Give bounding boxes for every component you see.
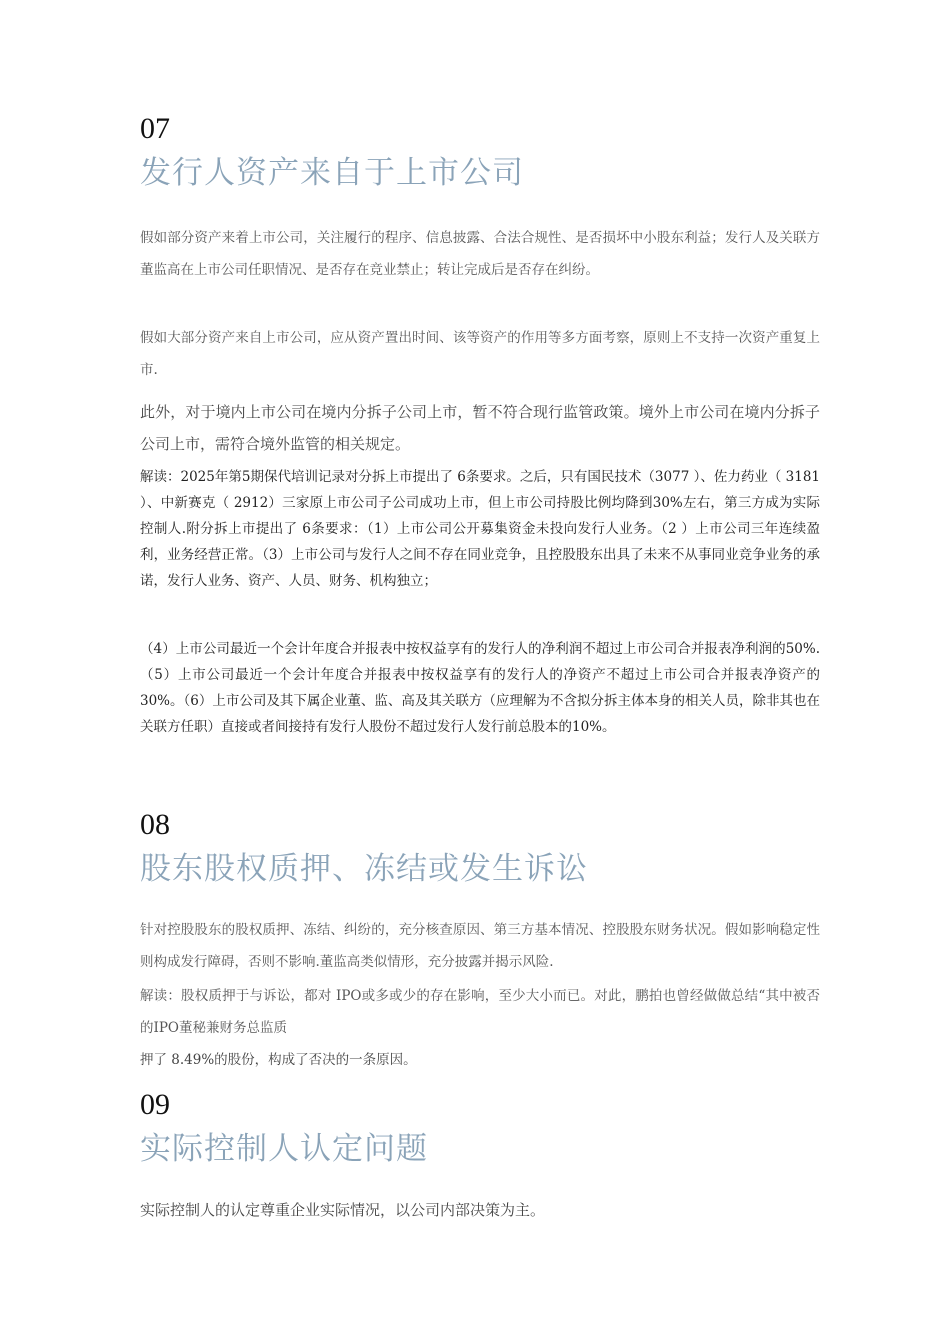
paragraph: 解读：2025年第5期保代培训记录对分拆上市提出了 6条要求。之后，只有国民技术（3077 ）、佐力药业（ 3181 ）、中新赛克（ 2912）三家原上市公司子公司成功上市，但上市公司持股比例均降到30%左右，第三方成为实际控制人.附分拆上市提出了 6条要求：（1）上市公司公开募集资金未投向发行人业务。（2 ）上市公司三年连续盈利，业务经营正常。（3）上市公司与发行人之间不存在同业竞争，且控股股东出具了未来不从事同业竞争业务的承诺，发行人业务、资产、人员、财务、机构独立； xyxy=(140,469,820,589)
paragraph: 此外，对于境内上市公司在境内分拆子公司上市，暂不符合现行监管政策。境外上市公司在境内分拆子公司上市，需符合境外监管的相关规定。 xyxy=(140,403,820,453)
section-title: 股东股权质押、冻结或发生诉讼 xyxy=(140,851,588,887)
paragraph: 解读：股权质押于与诉讼，都对 IPO或多或少的存在影响，至少大小而已。对此，鹏拍也曾经做做总结“其中被否的IPO董秘兼财务总监质 xyxy=(140,988,820,1036)
section-number: 08 xyxy=(140,808,170,841)
paragraph: 押了 8.49%的股份，构成了否决的一条原因。 xyxy=(140,1052,417,1068)
section-07 xyxy=(140,112,820,193)
paragraph: 假如部分资产来着上市公司，关注履行的程序、信息披露、合法合规性、是否损坏中小股东利益；发行人及关联方董监高在上市公司任职情况、是否存在竞业禁止；转让完成后是否存在纠纷。 xyxy=(140,230,820,278)
paragraph: （4）上市公司最近一个会计年度合并报表中按权益享有的发行人的净利润不超过上市公司合并报表净利润的50%. （5）上市公司最近一个会计年度合并报表中按权益享有的发行人的净资产不超过上市公司合并报表净资产的30%。（6）上市公司及其下属企业董、监、高及其关联方（应理解为不含拟分拆主体本身的相关人员，除非其也在关联方任职）直接或者间接持有发行人股份不超过发行人发行前总股本的10%。 xyxy=(140,641,820,735)
paragraph: 假如大部分资产来自上市公司，应从资产置出时间、该等资产的作用等多方面考察，原则上不支持一次资产重复上市. xyxy=(140,330,820,378)
section-title: 发行人资产来自于上市公司 xyxy=(140,155,524,191)
section-09 xyxy=(140,1088,820,1169)
paragraph: 针对控股股东的股权质押、冻结、纠纷的，充分核查原因、第三方基本情况、控股股东财务状况。假如影响稳定性则构成发行障碍，否则不影响.董监高类似情形，充分披露并揭示风险. xyxy=(140,922,820,970)
section-number: 07 xyxy=(140,112,170,145)
paragraph: 实际控制人的认定尊重企业实际情况，以公司内部决策为主。 xyxy=(140,1201,546,1219)
section-08 xyxy=(140,808,820,889)
section-number: 09 xyxy=(140,1088,170,1121)
section-title: 实际控制人认定问题 xyxy=(140,1131,428,1167)
